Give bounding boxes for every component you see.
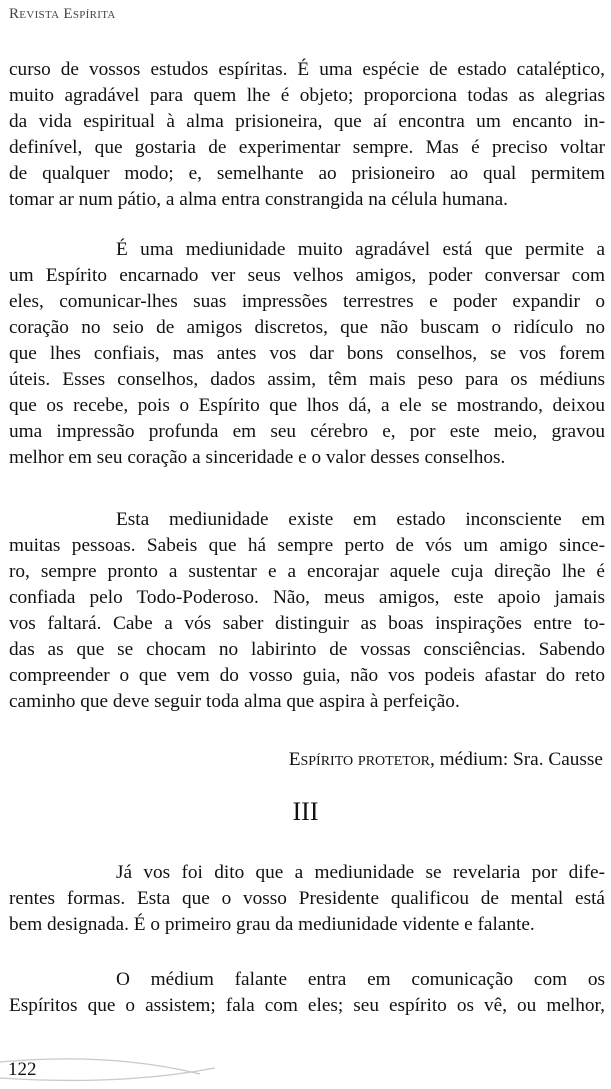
paragraph-5 bbox=[9, 967, 605, 1019]
text-line: confiada pelo Todo-Poderoso. Não, meus amigos, este apoio jamais bbox=[9, 587, 605, 608]
text-line: caminho que deve seguir toda alma que aspira à perfeição. bbox=[9, 691, 460, 712]
text-line: É uma mediunidade muito agradável está que permite a bbox=[116, 239, 605, 260]
signature-medium: , médium: Sra. Causse bbox=[430, 749, 603, 770]
text-line: curso de vossos estudos espíritas. É uma espécie de estado cataléptico, bbox=[9, 59, 605, 80]
text-line: rentes formas. Esta que o vosso Presidente qualificou de mental está bbox=[9, 888, 605, 909]
paragraph-3 bbox=[9, 507, 605, 715]
text-line: eles, comunicar-lhes suas impressões terrestres e poder expandir o bbox=[9, 291, 605, 312]
text-line: O médium falante entra em comunicação com os bbox=[116, 969, 605, 990]
section-heading: III bbox=[292, 797, 319, 826]
text-line: da vida espiritual à alma prisioneira, que aí encontra um encanto in- bbox=[9, 111, 605, 132]
text-line: Esta mediunidade existe em estado inconsciente em bbox=[116, 509, 605, 530]
text-line: muito agradável para quem lhe é objeto; proporciona todas as alegrias bbox=[9, 85, 605, 106]
text-line: bem designada. É o primeiro grau da mediunidade vidente e falante. bbox=[9, 914, 535, 935]
text-line: tomar ar num pátio, a alma entra constrangida na célula humana. bbox=[9, 189, 508, 210]
text-line: vos faltará. Cabe a vós saber distinguir as boas inspirações entre to- bbox=[9, 613, 605, 634]
text-line: úteis. Esses conselhos, dados assim, têm mais peso para os médiuns bbox=[9, 369, 605, 390]
text-line: compreender o que vem do vosso guia, não vos podeis afastar do reto bbox=[9, 665, 605, 686]
page-number: 122 bbox=[8, 1059, 37, 1080]
paragraph-4 bbox=[9, 860, 605, 938]
text-line: coração no seio de amigos discretos, que não buscam o ridículo no bbox=[9, 317, 605, 338]
signature bbox=[289, 749, 603, 771]
text-line: que os recebe, pois o Espírito que lhos dá, a ele se mostrando, deixou bbox=[9, 395, 605, 416]
text-line: Já vos foi dito que a mediunidade se revelaria por dife- bbox=[116, 862, 605, 883]
text-line: uma impressão profunda em seu cérebro e, por este meio, gravou bbox=[9, 421, 605, 442]
text-line: ro, sempre pronto a sustentar e a encorajar aquele cuja direção lhe é bbox=[9, 561, 605, 582]
text-line: um Espírito encarnado ver seus velhos amigos, poder conversar com bbox=[9, 265, 605, 286]
text-line: muitas pessoas. Sabeis que há sempre perto de vós um amigo since- bbox=[9, 535, 605, 556]
text-line: melhor em seu coração a sinceridade e o valor desses conselhos. bbox=[9, 447, 506, 468]
paragraph-2 bbox=[9, 237, 605, 471]
text-line: definível, que gostaria de experimentar sempre. Mas é preciso voltar bbox=[9, 137, 605, 158]
text-line: de qualquer modo; e, semelhante ao prisioneiro ao qual permitem bbox=[9, 163, 605, 184]
signature-author: Espírito protetor bbox=[288, 749, 431, 770]
text-line: que lhes confiais, mas antes vos dar bons conselhos, se vos forem bbox=[9, 343, 605, 364]
running-header: Revista Espírita bbox=[9, 6, 116, 22]
text-line: das as que se chocam no labirinto de vossas consciências. Sabendo bbox=[9, 639, 605, 660]
paragraph-1 bbox=[9, 57, 605, 213]
text-line: Espíritos que o assistem; fala com eles; seu espírito os vê, ou melhor, bbox=[9, 995, 605, 1016]
